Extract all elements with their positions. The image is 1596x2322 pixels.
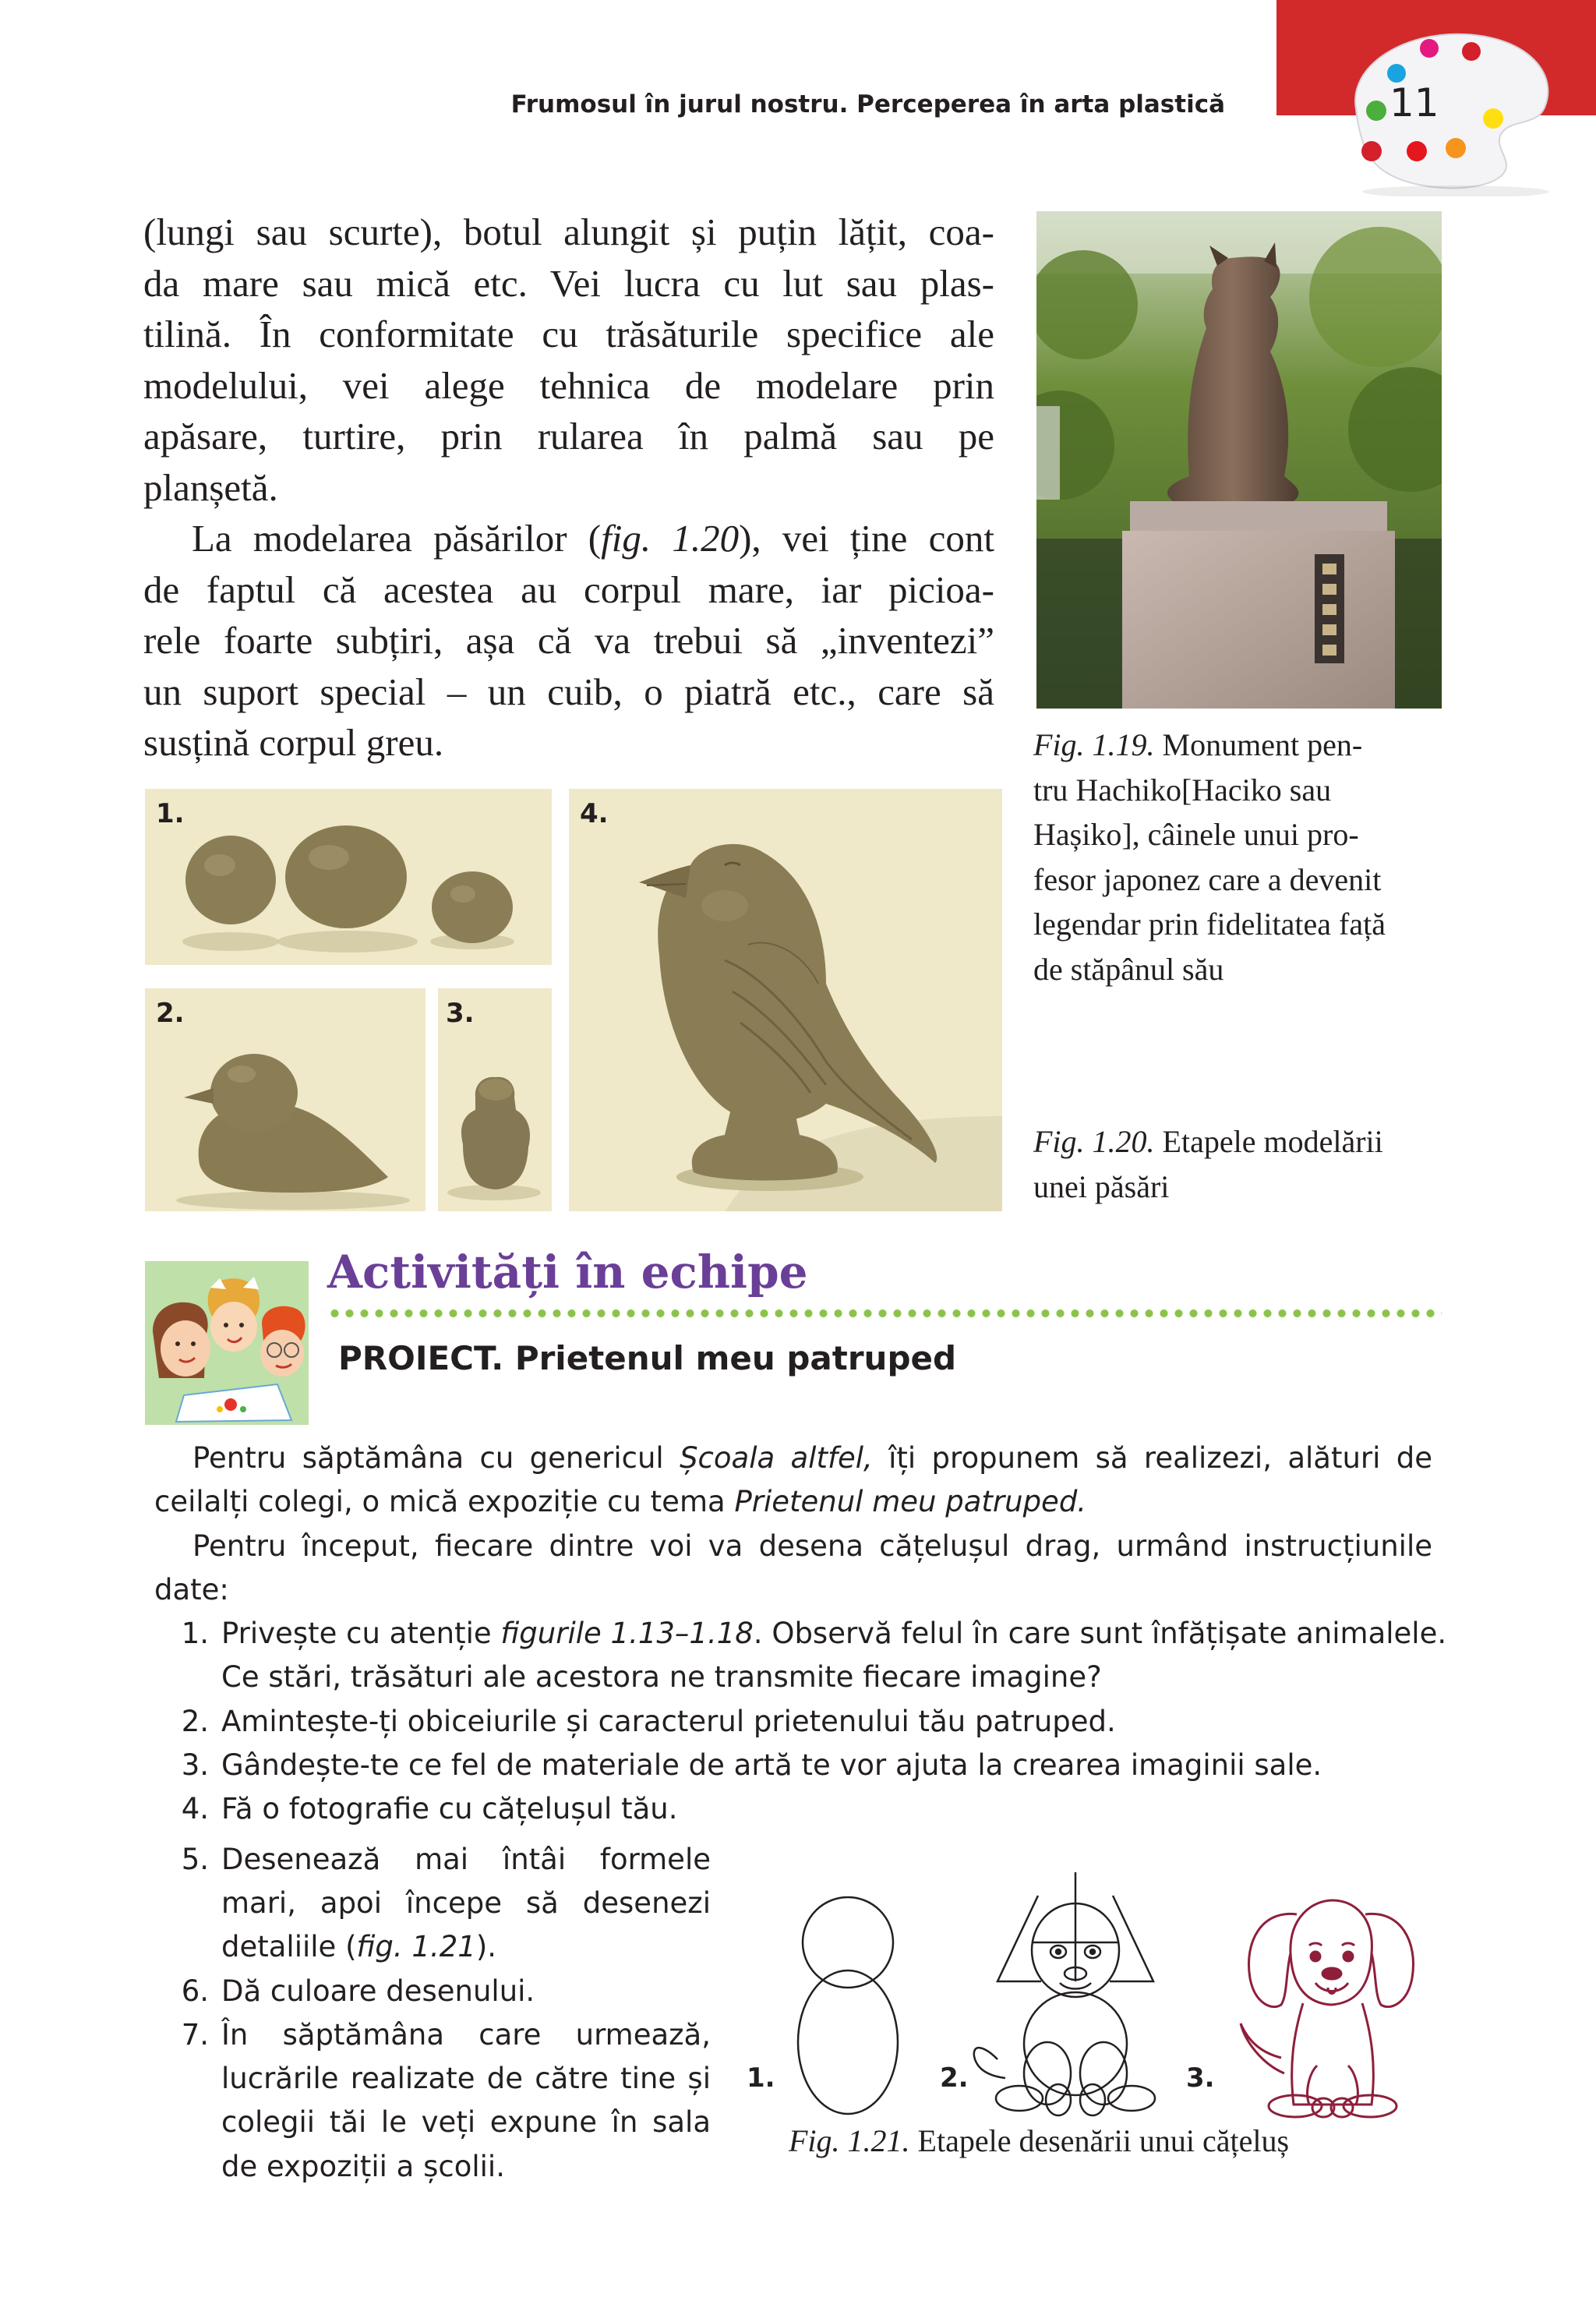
caption-line: legendar prin fidelitatea față (1033, 907, 1386, 942)
caption-line: de stăpânul său (1033, 951, 1224, 987)
text-line: (lungi sau scurte), botul alungit și puțin lățit, coa- (143, 210, 994, 253)
step-number: 4. (181, 1792, 209, 1825)
emphasis-text: Prietenul meu patruped. (734, 1485, 1087, 1518)
step-6-text: Dă culoare desenului. (221, 1974, 535, 2008)
emphasis-text: Școala altfel, (680, 1441, 873, 1475)
dotted-divider (327, 1308, 1442, 1319)
puppy-drawing-stage-3 (1231, 1886, 1434, 2120)
clay-stage-2-photo (145, 988, 425, 1211)
paint-palette-icon (1325, 17, 1559, 196)
figure-reference: figurile 1.13–1.18 (500, 1617, 754, 1650)
body-line: date: (154, 1573, 229, 1606)
puppy-drawing-stage-2 (966, 1864, 1185, 2122)
project-title: PROIECT. Prietenul meu patruped (338, 1339, 957, 1377)
step-number: 2. (181, 1705, 209, 1738)
caption-line: Fig. 1.20. Etapele modelării (1033, 1124, 1383, 1159)
caption-line: tru Hachiko[Haciko sau (1033, 772, 1332, 808)
stage-label: 3. (1186, 2062, 1215, 2094)
figure-label: Fig. 1.19. (1033, 727, 1155, 762)
hachiko-monument-photo (1036, 211, 1442, 709)
step-5-text-cont: detaliile (fig. 1.21). (221, 1930, 497, 1963)
text-line: modelului, vei alege tehnica de modelare prin (143, 363, 994, 407)
step-number: 1. (181, 1617, 209, 1650)
step-5-text: Desenează mai întâi formele (221, 1843, 711, 1876)
step-7-text-cont: de expoziții a școlii. (221, 2150, 505, 2183)
step-1-text: Privește cu atenție figurile 1.13–1.18. Observă felul în care sunt înfățișate animalele. (221, 1617, 1447, 1650)
clay-stage-3-photo (438, 988, 552, 1211)
stage-label: 2. (940, 2062, 969, 2094)
step-number: 7. (181, 2018, 209, 2052)
page-number: 11 (1389, 80, 1439, 125)
fig-1-20-caption (1033, 1119, 1446, 1209)
step-1-text-cont: Ce stări, trăsături ale acestora ne transmite fiecare imagine? (221, 1660, 1102, 1694)
panel-number: 4. (580, 798, 609, 829)
body-line: Pentru început, fiecare dintre voi va desena cățelușul drag, urmând instrucțiunile (192, 1529, 1432, 1563)
step-5-text-cont: mari, apoi începe să desenezi (221, 1886, 711, 1920)
text-line: apăsare, turtire, prin rularea în palmă sau pe (143, 415, 994, 458)
text-line: de faptul că acestea au corpul mare, iar picioa- (143, 567, 994, 611)
caption-line: Fig. 1.19. Monument pen- (1033, 727, 1363, 762)
body-line: Pentru săptămâna cu genericul Școala altfel, îți propunem să realizezi, alături de (192, 1441, 1432, 1475)
body-line: ceilalți colegi, o mică expoziție cu tema Prietenul meu patruped. (154, 1485, 1087, 1518)
text-line: La modelarea păsărilor (fig. 1.20), vei ține cont (192, 517, 994, 560)
clay-bird-final-photo (569, 789, 1002, 1211)
step-7-text-cont: lucrările realizate de către tine și (221, 2062, 711, 2095)
figure-label: Fig. 1.21. (789, 2123, 910, 2158)
step-3-text: Gândește-te ce fel de materiale de artă te vor ajuta la crearea imaginii sale. (221, 1748, 1322, 1782)
step-2-text: Amintește-ți obiceiurile și caracterul prietenului tău patruped. (221, 1705, 1116, 1738)
caption-line: unei păsări (1033, 1168, 1170, 1204)
text-line: planșetă. (143, 465, 278, 509)
caption-line: Hașiko], câinele unui pro- (1033, 817, 1359, 852)
running-title: Frumosul în jurul nostru. Perceperea în arta plastică (510, 90, 1225, 118)
step-number: 5. (181, 1843, 209, 1876)
panel-number: 1. (156, 798, 185, 829)
step-7-text: În săptămâna care urmează, (221, 2018, 711, 2052)
step-number: 6. (181, 1974, 209, 2008)
text-line: susțină corpul greu. (143, 721, 444, 764)
fig-1-19-caption (1033, 723, 1446, 991)
puppy-drawing-stage-1 (779, 1886, 912, 2120)
activity-section-title: Activități în echipe (327, 1246, 808, 1299)
text-line: un suport special – un cuib, o piatră etc., care să (143, 670, 994, 713)
figure-reference: fig. 1.21 (356, 1930, 476, 1963)
panel-number: 2. (156, 998, 185, 1029)
fig-1-21-caption: Fig. 1.21. Etapele desenării unui cățeluș (789, 2123, 1290, 2158)
panel-number: 3. (446, 998, 475, 1029)
text-line: tilină. În conformitate cu trăsăturile specifice ale (143, 313, 994, 355)
intro-paragraph-1 (143, 207, 994, 513)
clay-stage-1-photo (145, 789, 552, 965)
intro-paragraph-2 (143, 513, 994, 769)
figure-reference: fig. 1.20 (601, 517, 740, 560)
step-7-text-cont: colegii tăi le veți expune în sala (221, 2105, 711, 2139)
kids-illustration (145, 1261, 309, 1425)
step-number: 3. (181, 1748, 209, 1782)
stage-label: 1. (747, 2062, 775, 2094)
text-line: da mare sau mică etc. Vei lucra cu lut sau plas- (143, 261, 994, 305)
text-line: rele foarte subțiri, așa că va trebui să „inventezi” (143, 619, 994, 662)
caption-line: fesor japonez care a devenit (1033, 861, 1382, 897)
figure-label: Fig. 1.20. (1033, 1124, 1155, 1159)
step-4-text: Fă o fotografie cu cățelușul tău. (221, 1792, 678, 1825)
